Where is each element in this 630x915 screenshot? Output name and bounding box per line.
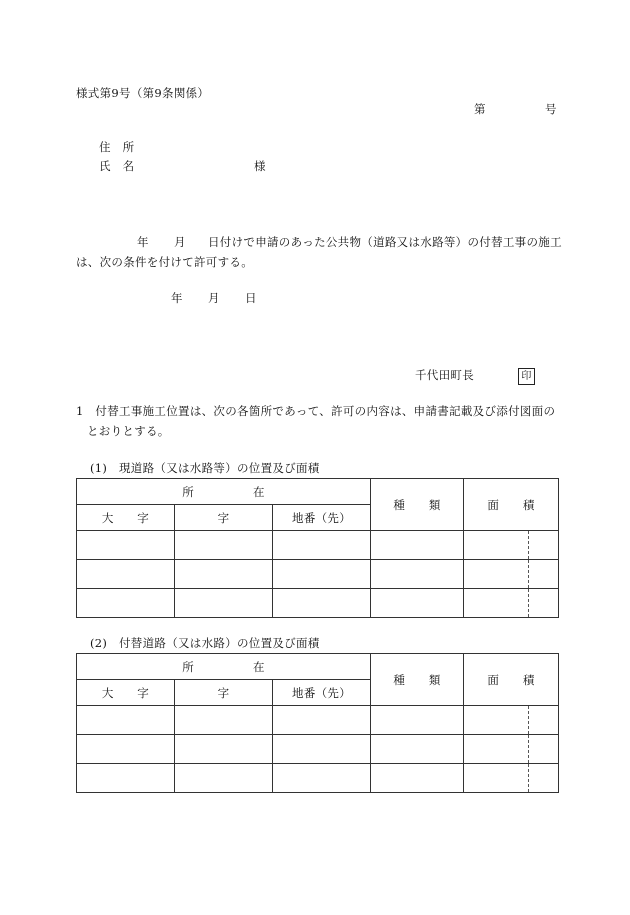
body-date-year: 年 [137,235,149,249]
table2 [76,653,559,793]
seal-mark: 印 [518,368,535,385]
table-row [77,589,559,618]
table-cell[interactable] [371,531,464,560]
address-label: 住 所 [99,140,135,154]
doc-number-dai: 第 [474,102,486,116]
issue-date-month: 月 [208,291,220,305]
table-cell[interactable] [464,706,559,735]
table-row [77,531,559,560]
issue-date-year: 年 [171,291,183,305]
table-cell[interactable] [464,560,559,589]
table-cell[interactable] [77,706,175,735]
issuer-title: 千代田町長 [415,368,474,382]
table-cell[interactable] [77,531,175,560]
table-cell[interactable] [371,706,464,735]
area-header: 面 積 [464,654,559,706]
table-cell[interactable] [175,531,273,560]
table-row [77,706,559,735]
kind-header: 種 類 [371,654,464,706]
table-cell[interactable] [273,589,371,618]
area-header: 面 積 [464,479,559,531]
kind-header: 種 類 [371,479,464,531]
table-cell[interactable] [175,706,273,735]
issue-date-day: 日 [245,291,257,305]
doc-number-go: 号 [545,102,557,116]
table-cell[interactable] [371,735,464,764]
table-cell[interactable] [371,589,464,618]
condition1-line1: 1 付替工事施工位置は、次の各箇所であって、許可の内容は、申請書記載及び添付図面の [76,404,556,418]
table-row [77,735,559,764]
body-date-month: 月 [174,235,186,249]
table-cell[interactable] [175,735,273,764]
table1 [76,478,559,618]
table-cell[interactable] [273,560,371,589]
chiban-header: 地番（先） [273,505,371,531]
body-line1: 日付けで申請のあった公共物（道路又は水路等）の付替工事の施工 [208,235,562,249]
table-cell[interactable] [464,531,559,560]
condition1-line2: とおりとする。 [87,424,170,438]
table1-caption: (1) 現道路（又は水路等）の位置及び面積 [90,461,320,475]
table-cell[interactable] [77,735,175,764]
table-cell[interactable] [175,589,273,618]
oaza-header: 大 字 [77,680,175,706]
form-number: 様式第9号（第9条関係） [76,86,210,100]
table-cell[interactable] [273,706,371,735]
oaza-header: 大 字 [77,505,175,531]
table-cell[interactable] [175,764,273,793]
aza-header: 字 [175,680,273,706]
chiban-header: 地番（先） [273,680,371,706]
table2-caption: (2) 付替道路（又は水路）の位置及び面積 [90,636,320,650]
table-cell[interactable] [464,735,559,764]
table-cell[interactable] [273,735,371,764]
table-cell[interactable] [175,560,273,589]
honorific: 様 [254,159,266,173]
table-cell[interactable] [77,589,175,618]
table-cell[interactable] [464,764,559,793]
table-cell[interactable] [371,560,464,589]
table-cell[interactable] [273,764,371,793]
table-cell[interactable] [77,764,175,793]
table-cell[interactable] [77,560,175,589]
aza-header: 字 [175,505,273,531]
table-cell[interactable] [464,589,559,618]
table-cell[interactable] [371,764,464,793]
location-header: 所 在 [77,654,371,680]
table-row [77,764,559,793]
name-label: 氏 名 [99,159,135,173]
body-line2: は、次の条件を付けて許可する。 [76,255,253,269]
table-cell[interactable] [273,531,371,560]
location-header: 所 在 [77,479,371,505]
table-row [77,560,559,589]
